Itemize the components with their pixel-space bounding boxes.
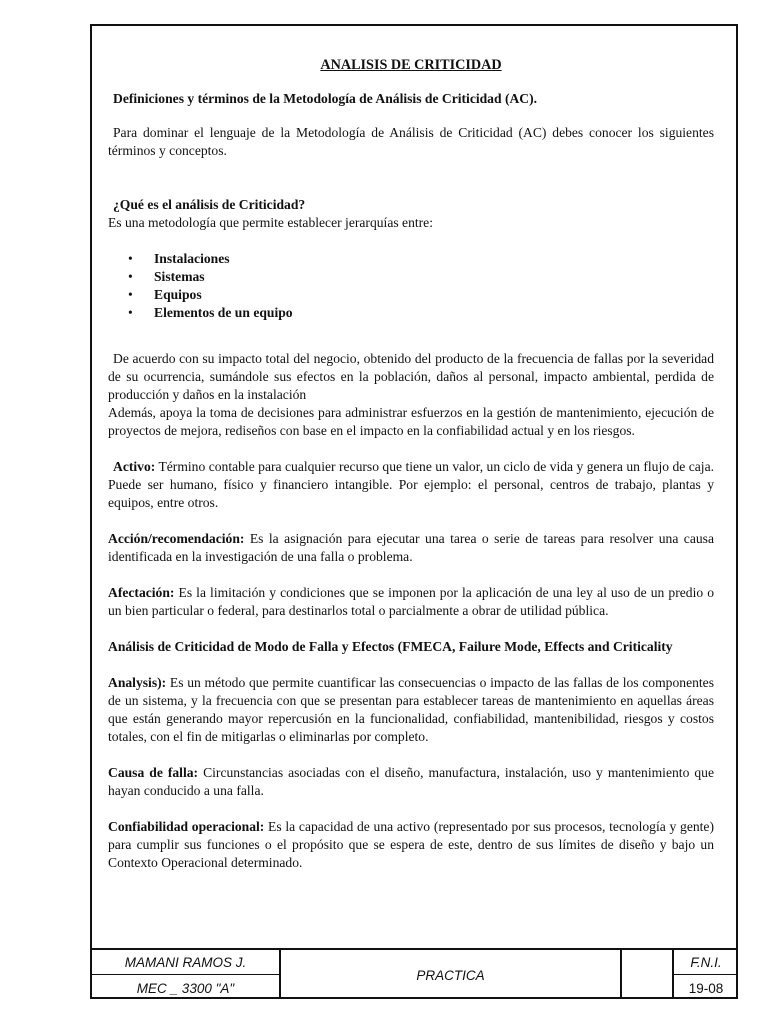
- term-activo: Activo: Término contable para cualquier recurso que tiene un valor, un ciclo de vida y genera un flujo de caja. Puede ser humano, físico y financiero intangible. Por ejemplo: el personal, centros de trabajo, plantas y equipos, entre otros.: [108, 459, 714, 510]
- list-item: • Instalaciones: [128, 251, 230, 266]
- term-fmeca: Analysis): Es un método que permite cuantificar las consecuencias o impacto de las fallas de los componentes de un sistema, y la frecuencia con que se presentan para establecer tareas de mantenimiento en aquellas áreas que están generando mayor repercusión en la funcionalidad, confiabilidad, mantenibilidad, riesgos y costos totales, con el fin de mitigarlas o eliminarlas por completo.: [108, 675, 714, 744]
- page-number: 19-08: [688, 980, 724, 996]
- bullet-icon: •: [128, 269, 133, 284]
- intro-paragraph: Para dominar el lenguaje de la Metodología de Análisis de Criticidad (AC) debes conocer los siguientes términos y conceptos.: [108, 125, 714, 158]
- support-paragraph: Además, apoya la toma de decisiones para administrar esfuerzos en la gestión de mantenimiento, ejecución de proyectos de mejora, rediseños con base en el impacto en la confiabilidad actual y en los riesgos.: [108, 405, 714, 438]
- term-fmeca-heading: Análisis de Criticidad de Modo de Falla y Efectos (FMECA, Failure Mode, Effects and Criticality: [108, 639, 673, 654]
- question-answer: Es una metodología que permite establecer jerarquías entre:: [108, 215, 433, 230]
- term-accion: Acción/recomendación: Es la asignación para ejecutar una tarea o serie de tareas para resolver una causa identificada en la investigación de una falla o problema.: [108, 531, 714, 564]
- author-name: MAMANI RAMOS J.: [124, 955, 247, 970]
- course-code: MEC _ 3300 "A": [136, 980, 235, 996]
- title-block: [90, 948, 738, 999]
- bullet-icon: •: [128, 305, 133, 320]
- bullet-icon: •: [128, 251, 133, 266]
- question-heading: ¿Qué es el análisis de Criticidad?: [113, 197, 306, 212]
- document-type: PRACTICA: [416, 967, 485, 983]
- term-afectacion: Afectación: Es la limitación y condiciones que se imponen por la aplicación de una ley al uso de un predio o un bien particular o federal, para destinarlos total o parcialmente a obrar de utilidad pública.: [108, 585, 714, 618]
- bullet-icon: •: [128, 287, 133, 302]
- faculty-code: F.N.I.: [690, 955, 722, 970]
- list-item: • Equipos: [128, 287, 202, 302]
- document-title: ANALISIS DE CRITICIDAD: [320, 57, 502, 73]
- hierarchy-list: [108, 250, 714, 322]
- document-body: [108, 56, 714, 872]
- impact-paragraph: De acuerdo con su impacto total del negocio, obtenido del producto de la frecuencia de fallas por la severidad de su ocurrencia, sumándole sus efectos en la población, daños al personal, impacto ambiental, perdida de producción y daños en la instalación: [108, 351, 714, 402]
- term-confiabilidad: Confiabilidad operacional: Es la capacidad de una activo (representado por sus procesos, tecnología y gente) para cumplir sus funciones o el propósito que se espera de este, dentro de sus límites de diseño y bajo un Contexto Operacional determinado.: [108, 819, 714, 870]
- list-item: • Elementos de un equipo: [128, 305, 293, 320]
- document-subtitle: Definiciones y términos de la Metodología de Análisis de Criticidad (AC).: [113, 91, 538, 106]
- list-item: • Sistemas: [128, 269, 205, 284]
- term-causa-falla: Causa de falla: Circunstancias asociadas con el diseño, manufactura, instalación, uso y mantenimiento que hayan conducido a una falla.: [108, 765, 714, 798]
